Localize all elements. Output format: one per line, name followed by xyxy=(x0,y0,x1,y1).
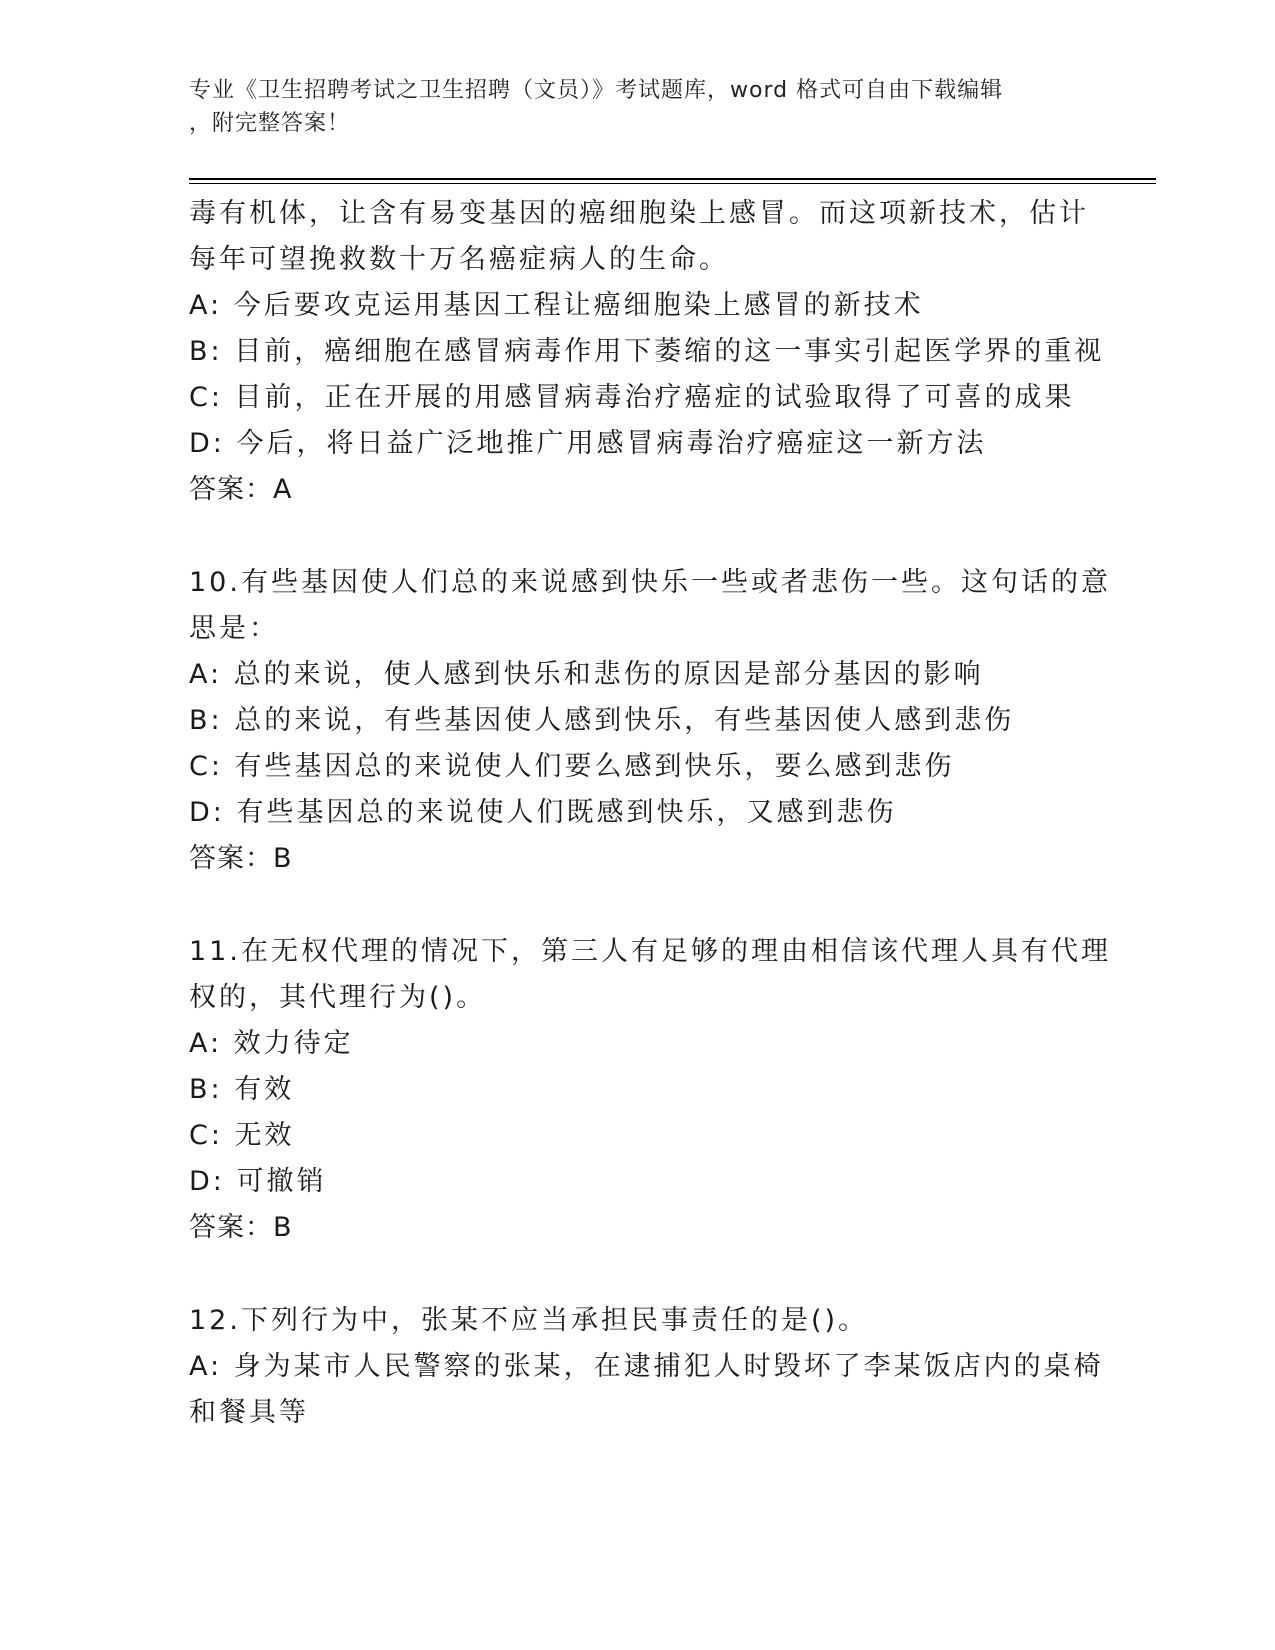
question-stem-line: 毒有机体，让含有易变基因的癌细胞染上感冒。而这项新技术，估计 xyxy=(189,198,1089,229)
question-stem-line: 12.下列行为中，张某不应当承担民事责任的是()。 xyxy=(189,1305,869,1336)
question-10 xyxy=(189,560,1111,882)
option-a: A: 今后要攻克运用基因工程让癌细胞染上感冒的新技术 xyxy=(189,290,924,321)
answer: 答案：B xyxy=(189,1212,293,1243)
question-stem-line: 11.在无权代理的情况下，第三人有足够的理由相信该代理人具有代理 xyxy=(189,936,1111,967)
spacer xyxy=(189,1251,1089,1298)
answer: 答案：A xyxy=(189,474,293,505)
header-rule-thin xyxy=(189,183,1156,184)
option-a-continued: 和餐具等 xyxy=(189,1397,309,1428)
question-12 xyxy=(189,1298,1104,1436)
option-a: A: 身为某市人民警察的张某，在逮捕犯人时毁坏了李某饭店内的桌椅 xyxy=(189,1351,1104,1382)
question-content xyxy=(189,191,1111,1436)
page-header xyxy=(189,74,1089,140)
header-line-1: 专业《卫生招聘考试之卫生招聘（文员）》考试题库，word 格式可自由下载编辑 xyxy=(189,78,1004,103)
header-rule-thick xyxy=(189,178,1156,180)
option-c: C: 目前，正在开展的用感冒病毒治疗癌症的试验取得了可喜的成果 xyxy=(189,382,1075,413)
question-9-continuation xyxy=(189,191,1105,513)
option-b: B: 总的来说，有些基因使人感到快乐，有些基因使人感到悲伤 xyxy=(189,705,1015,736)
option-a: A: 总的来说，使人感到快乐和悲伤的原因是部分基因的影响 xyxy=(189,659,984,690)
answer: 答案：B xyxy=(189,843,293,874)
option-b: B: 目前，癌细胞在感冒病毒作用下萎缩的这一事实引起医学界的重视 xyxy=(189,336,1105,367)
question-stem-line: 每年可望挽救数十万名癌症病人的生命。 xyxy=(189,244,729,275)
option-a: A: 效力待定 xyxy=(189,1028,354,1059)
header-line-2: ，附完整答案！ xyxy=(189,111,351,136)
question-stem-line: 思是： xyxy=(189,613,279,644)
option-d: D: 今后，将日益广泛地推广用感冒病毒治疗癌症这一新方法 xyxy=(189,428,987,459)
option-c: C: 无效 xyxy=(189,1120,295,1151)
option-d: D: 有些基因总的来说使人们既感到快乐，又感到悲伤 xyxy=(189,797,897,828)
option-d: D: 可撤销 xyxy=(189,1166,327,1197)
spacer xyxy=(189,513,1089,560)
option-c: C: 有些基因总的来说使人们要么感到快乐，要么感到悲伤 xyxy=(189,751,955,782)
question-11 xyxy=(189,929,1111,1251)
option-b: B: 有效 xyxy=(189,1074,295,1105)
question-stem-line: 10.有些基因使人们总的来说感到快乐一些或者悲伤一些。这句话的意 xyxy=(189,567,1111,598)
spacer xyxy=(189,882,1089,929)
question-stem-line: 权的，其代理行为()。 xyxy=(189,982,487,1013)
